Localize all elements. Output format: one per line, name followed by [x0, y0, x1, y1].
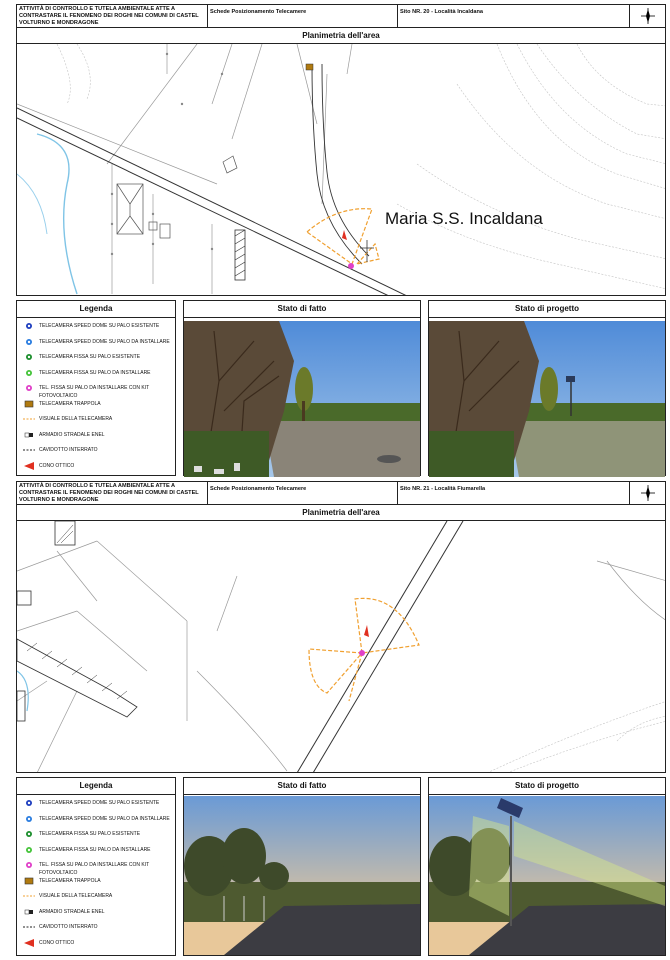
legend-item-label: TELECAMERA FISSA SU PALO DA INSTALLARE	[39, 369, 151, 376]
dashed-line-icon	[23, 923, 35, 931]
legend-item-label: ARMADIO STRADALE ENEL	[39, 908, 105, 915]
site-label: Sito NR. 20 - Località Incaldana	[397, 5, 629, 27]
location-label: Maria S.S. Incaldana	[385, 209, 543, 228]
camera-dot-icon	[23, 353, 35, 361]
cone-icon	[23, 939, 35, 947]
project-state-photo	[429, 796, 665, 955]
legend-item-label: TELECAMERA SPEED DOME SU PALO DA INSTALLARE	[39, 338, 170, 345]
camera-dot-icon	[23, 369, 35, 377]
stato-di-fatto-panel	[183, 777, 421, 956]
legend-item	[21, 846, 175, 862]
legend-item	[21, 830, 175, 846]
bottom-panels	[16, 300, 666, 476]
dashed-line-icon	[23, 415, 35, 423]
sheet-site-20	[16, 4, 666, 476]
site-map	[16, 521, 666, 773]
legend-item-label: TEL. FISSA SU PALO DA INSTALLARE CON KIT FOTOVOLTAICO	[39, 862, 150, 876]
cabinet-icon	[23, 908, 35, 916]
legend-item-label: CONO OTTICO	[39, 462, 75, 469]
legend-item	[21, 400, 175, 416]
camera-dot-icon	[23, 846, 35, 854]
camera-dot-icon	[23, 338, 35, 346]
plan-title: Planimetria dell'area	[16, 28, 666, 44]
legend-item-label: TELECAMERA TRAPPOLA	[39, 400, 101, 407]
stato-di-fatto-title: Stato di fatto	[184, 301, 420, 318]
legend-item-label: CAVIDOTTO INTERRATO	[39, 924, 98, 930]
stato-di-progetto-panel	[428, 777, 666, 956]
sheet-site-21	[16, 481, 666, 956]
trap-camera-icon	[23, 877, 35, 885]
current-state-photo	[184, 321, 420, 477]
legend-item-label: TELECAMERA SPEED DOME SU PALO ESISTENTE	[39, 800, 160, 806]
cone-icon	[23, 462, 35, 470]
legend-title: Legenda	[17, 778, 175, 795]
activity-title: ATTIVITÀ DI CONTROLLO E TUTELA AMBIENTALE ATTE A CONTRASTARE IL FENOMENO DEI ROGHI NEI COMUNI DI CASTEL VOLTURNO E MONDRAGONE	[19, 6, 199, 26]
cabinet-icon	[23, 431, 35, 439]
legend-list	[17, 795, 175, 954]
legend-item	[21, 322, 175, 338]
legend-item	[21, 877, 175, 893]
activity-title: ATTIVITÀ DI CONTROLLO E TUTELA AMBIENTALE ATTE A CONTRASTARE IL FENOMENO DEI ROGHI NEI COMUNI DI CASTEL VOLTURNO E MONDRAGONE	[19, 483, 199, 503]
camera-dot-icon	[23, 861, 35, 869]
legend-item-label: TELECAMERA SPEED DOME SU PALO DA INSTALLARE	[39, 815, 170, 822]
camera-dot-icon	[23, 384, 35, 392]
legend-item	[21, 338, 175, 354]
legend-item	[21, 939, 175, 955]
north-arrow-icon	[641, 485, 655, 501]
camera-dot-icon	[23, 322, 35, 330]
stato-di-progetto-title: Stato di progetto	[429, 778, 665, 795]
legend-item-label: TEL. FISSA SU PALO DA INSTALLARE CON KIT FOTOVOLTAICO	[39, 385, 150, 399]
legend-item	[21, 384, 175, 400]
map-drawing	[17, 521, 666, 773]
camera-dot-icon	[23, 815, 35, 823]
stato-di-fatto-panel	[183, 300, 421, 476]
legend-item	[21, 462, 175, 478]
camera-dot-icon	[23, 830, 35, 838]
legend-item-label: TELECAMERA FISSA SU PALO DA INSTALLARE	[39, 846, 151, 853]
site-map	[16, 44, 666, 296]
stato-di-progetto-panel	[428, 300, 666, 476]
legend-title: Legenda	[17, 301, 175, 318]
schede-label: Schede Posizionamento Telecamere	[207, 482, 407, 504]
legend-item	[21, 353, 175, 369]
legend-item	[21, 446, 175, 462]
legend-item	[21, 892, 175, 908]
legend-item-label: ARMADIO STRADALE ENEL	[39, 431, 105, 438]
legend-item-label: TELECAMERA SPEED DOME SU PALO ESISTENTE	[39, 323, 160, 329]
legend-item	[21, 431, 175, 447]
legend-item-label: TELECAMERA TRAPPOLA	[39, 877, 101, 884]
legend-panel	[16, 300, 176, 476]
legend-list	[17, 318, 175, 477]
stato-di-progetto-title: Stato di progetto	[429, 301, 665, 318]
sheet-header	[16, 4, 666, 28]
site-label: Sito NR. 21 - Località Fiumarella	[397, 482, 629, 504]
legend-item	[21, 799, 175, 815]
map-drawing	[17, 44, 666, 296]
legend-item	[21, 369, 175, 385]
legend-panel	[16, 777, 176, 956]
sheet-header	[16, 481, 666, 505]
legend-item	[21, 861, 175, 877]
legend-item-label: VISUALE DELLA TELECAMERA	[39, 416, 113, 422]
camera-dot-icon	[23, 799, 35, 807]
bottom-panels	[16, 777, 666, 956]
legend-item-label: CAVIDOTTO INTERRATO	[39, 447, 98, 453]
legend-item-label: TELECAMERA FISSA SU PALO ESISTENTE	[39, 831, 141, 837]
north-arrow-icon	[641, 8, 655, 24]
legend-item	[21, 908, 175, 924]
legend-item-label: CONO OTTICO	[39, 939, 75, 946]
legend-item-label: VISUALE DELLA TELECAMERA	[39, 893, 113, 899]
project-state-photo	[429, 321, 665, 477]
plan-title: Planimetria dell'area	[16, 505, 666, 521]
legend-item	[21, 415, 175, 431]
dashed-line-icon	[23, 446, 35, 454]
trap-camera-icon	[23, 400, 35, 408]
legend-item-label: TELECAMERA FISSA SU PALO ESISTENTE	[39, 354, 141, 360]
stato-di-fatto-title: Stato di fatto	[184, 778, 420, 795]
schede-label: Schede Posizionamento Telecamere	[207, 5, 407, 27]
legend-item	[21, 923, 175, 939]
dashed-line-icon	[23, 892, 35, 900]
legend-item	[21, 815, 175, 831]
current-state-photo	[184, 796, 420, 955]
